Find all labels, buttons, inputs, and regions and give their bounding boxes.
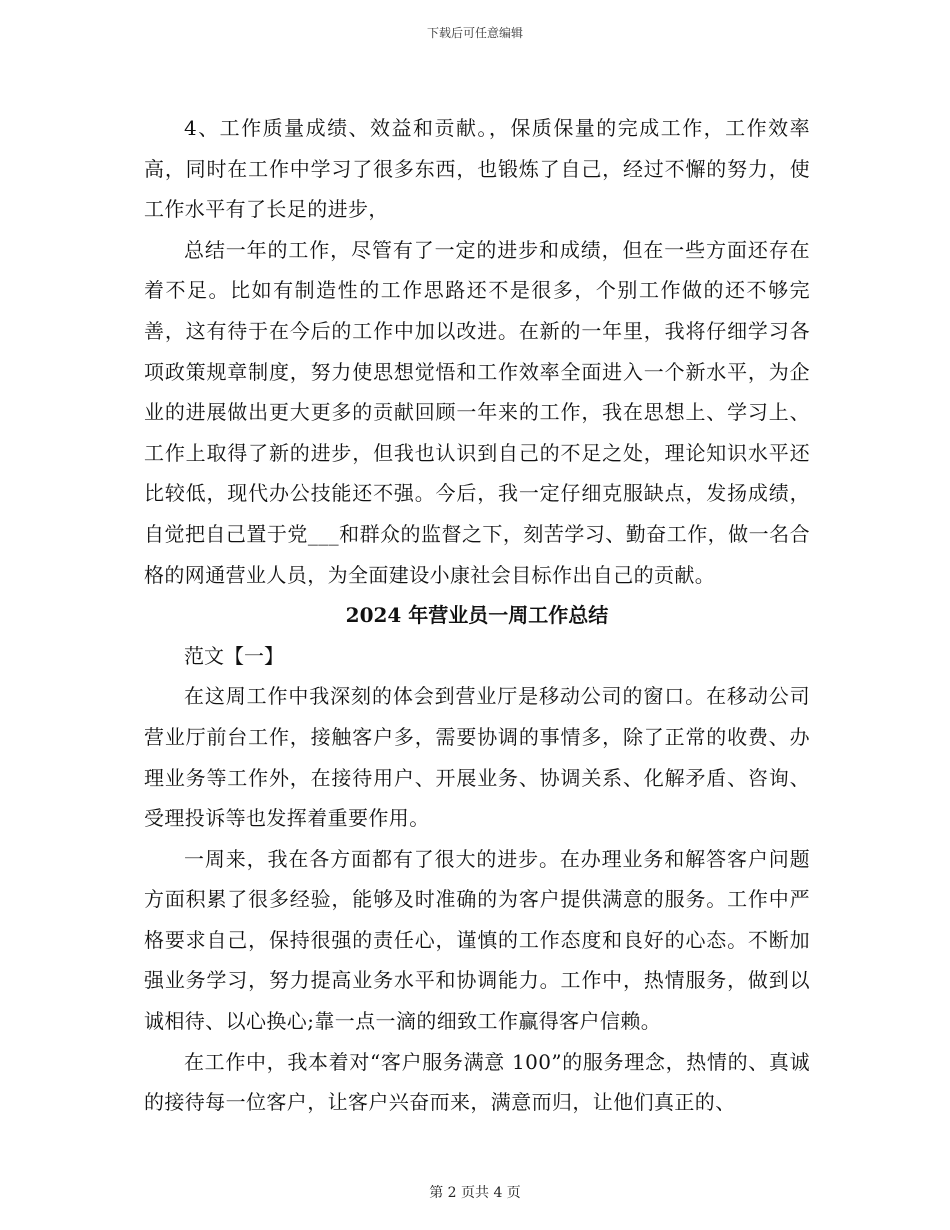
page-header: 下载后可任意编辑 xyxy=(426,26,523,40)
page-footer: 第 2 页共 4 页 xyxy=(429,1185,521,1201)
paragraph-year-summary: 总结一年的工作，尽管有了一定的进步和成绩，但在一些方面还存在着不足。比如有制造性的工作思路还不是很多，个别工作做的还不够完善，这有待于在今后的工作中加以改进。在新的一年里，我将仔细学习各项政策规章制度，努力使思想觉悟和工作效率全面进入一个新水平，为企业的进展做出更大更多的贡献回顾一年来的工作，我在思想上、学习上、工作上取得了新的进步，但我也认识到自己的不足之处，理论知识水平还比较低，现代办公技能还不强。今后，我一定仔细克服缺点，发扬成绩，自觉把自己置于党___和群众的监督之下，刻苦学习、勤奋工作，做一名合格的网通营业人员，为全面建设小康社会目标作出自己的贡献。 xyxy=(144,237,810,587)
document-body xyxy=(144,108,810,1123)
paragraph-progress: 一周来，我在各方面都有了很大的进步。在办理业务和解答客户问题方面积累了很多经验，能够及时准确的为客户提供满意的服务。工作中严格要求自己，保持很强的责任心，谨慎的工作态度和良好的心态。不断加强业务学习，努力提高业务水平和协调能力。工作中，热情服务，做到以诚相待、以心换心;靠一点一滴的细致工作赢得客户信赖。 xyxy=(144,846,810,1034)
section-subtitle: 范文【一】 xyxy=(184,643,284,668)
paragraph-service-philosophy: 在工作中，我本着对“客户服务满意 100”的服务理念，热情的、真诚的接待每一位客户，让客户兴奋而来，满意而归，让他们真正的、 xyxy=(144,1049,810,1115)
section-title: 2024 年营业员一周工作总结 xyxy=(345,603,609,628)
paragraph-work-quality: 4、工作质量成绩、效益和贡献。，保质保量的完成工作，工作效率高，同时在工作中学习了很多东西，也锻炼了自己，经过不懈的努力，使工作水平有了长足的进步， xyxy=(144,116,810,222)
paragraph-week-experience: 在这周工作中我深刻的体会到营业厅是移动公司的窗口。在移动公司营业厅前台工作，接触客户多，需要协调的事情多，除了正常的收费、办理业务等工作外，在接待用户、开展业务、协调关系、化解矛盾、咨询、受理投诉等也发挥着重要作用。 xyxy=(144,684,810,831)
